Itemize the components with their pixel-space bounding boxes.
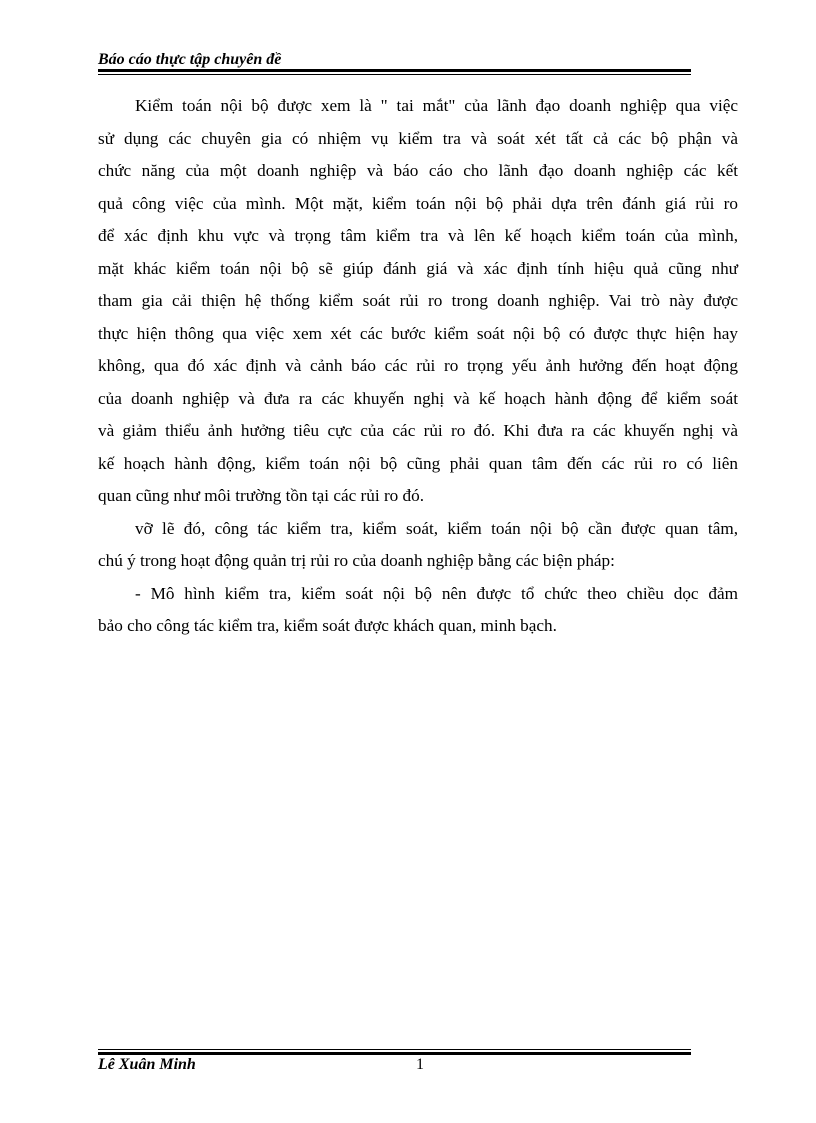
paragraph-3-line-1: - Mô hình kiểm tra, kiểm soát nội bộ nên được tổ chức theo chiều dọc đảm [135, 583, 738, 603]
body-text [98, 90, 738, 643]
paragraph-2-line-2: chú ý trong hoạt động quản trị rủi ro của doanh nghiệp bằng các biện pháp: [98, 551, 615, 570]
header-rule-thin [98, 74, 691, 75]
paragraph-1-line-12: kế hoạch hành động, kiểm toán nội bộ cũng phải quan tâm đến các rủi ro có liên [98, 453, 738, 473]
footer-author: Lê Xuân Minh [98, 1056, 196, 1073]
page-number: 1 [416, 1056, 424, 1073]
paragraph-1-line-13: quan cũng như môi trường tồn tại các rủi ro đó. [98, 486, 425, 505]
header-rule-thick [98, 69, 691, 72]
paragraph-1-line-3: chức năng của một doanh nghiệp và báo cáo cho lãnh đạo doanh nghiệp các kết [98, 161, 738, 180]
footer-rule-thin [98, 1049, 691, 1050]
paragraph-1-line-7: tham gia cải thiện hệ thống kiểm soát rủi ro trong doanh nghiệp. Vai trò này được [98, 291, 738, 310]
header-title: Báo cáo thực tập chuyên đề [98, 51, 282, 68]
paragraph-1-line-6: mặt khác kiểm toán nội bộ sẽ giúp đánh giá và xác định tính hiệu quả cũng như [98, 258, 738, 278]
paragraph-1-line-1: Kiểm toán nội bộ được xem là " tai mắt" của lãnh đạo doanh nghiệp qua việc [135, 96, 738, 115]
paragraph-1-line-10: của doanh nghiệp và đưa ra các khuyến nghị và kế hoạch hành động để kiểm soát [98, 388, 738, 408]
paragraph-1-line-4: quả công việc của mình. Một mặt, kiểm toán nội bộ phải dựa trên đánh giá rủi ro [98, 193, 738, 213]
paragraph-3-line-2: bảo cho công tác kiểm tra, kiểm soát được khách quan, minh bạch. [98, 616, 557, 635]
paragraph-1-line-9: không, qua đó xác định và cảnh báo các rủi ro trọng yếu ảnh hưởng đến hoạt động [98, 356, 738, 375]
paragraph-1-line-11: và giảm thiểu ảnh hưởng tiêu cực của các rủi ro đó. Khi đưa ra các khuyến nghị và [98, 421, 738, 440]
paragraph-2-line-1: vỡ lẽ đó, công tác kiểm tra, kiểm soát, kiểm toán nội bộ cần được quan tâm, [135, 518, 738, 538]
footer-rule-thick [98, 1052, 691, 1055]
paragraph-1-line-8: thực hiện thông qua việc xem xét các bước kiểm soát nội bộ có được thực hiện hay [98, 323, 738, 343]
paragraph-1-line-5: để xác định khu vực và trọng tâm kiểm tra và lên kế hoạch kiểm toán của mình, [98, 226, 738, 245]
paragraph-1-line-2: sử dụng các chuyên gia có nhiệm vụ kiểm tra và soát xét tất cả các bộ phận và [98, 128, 738, 148]
